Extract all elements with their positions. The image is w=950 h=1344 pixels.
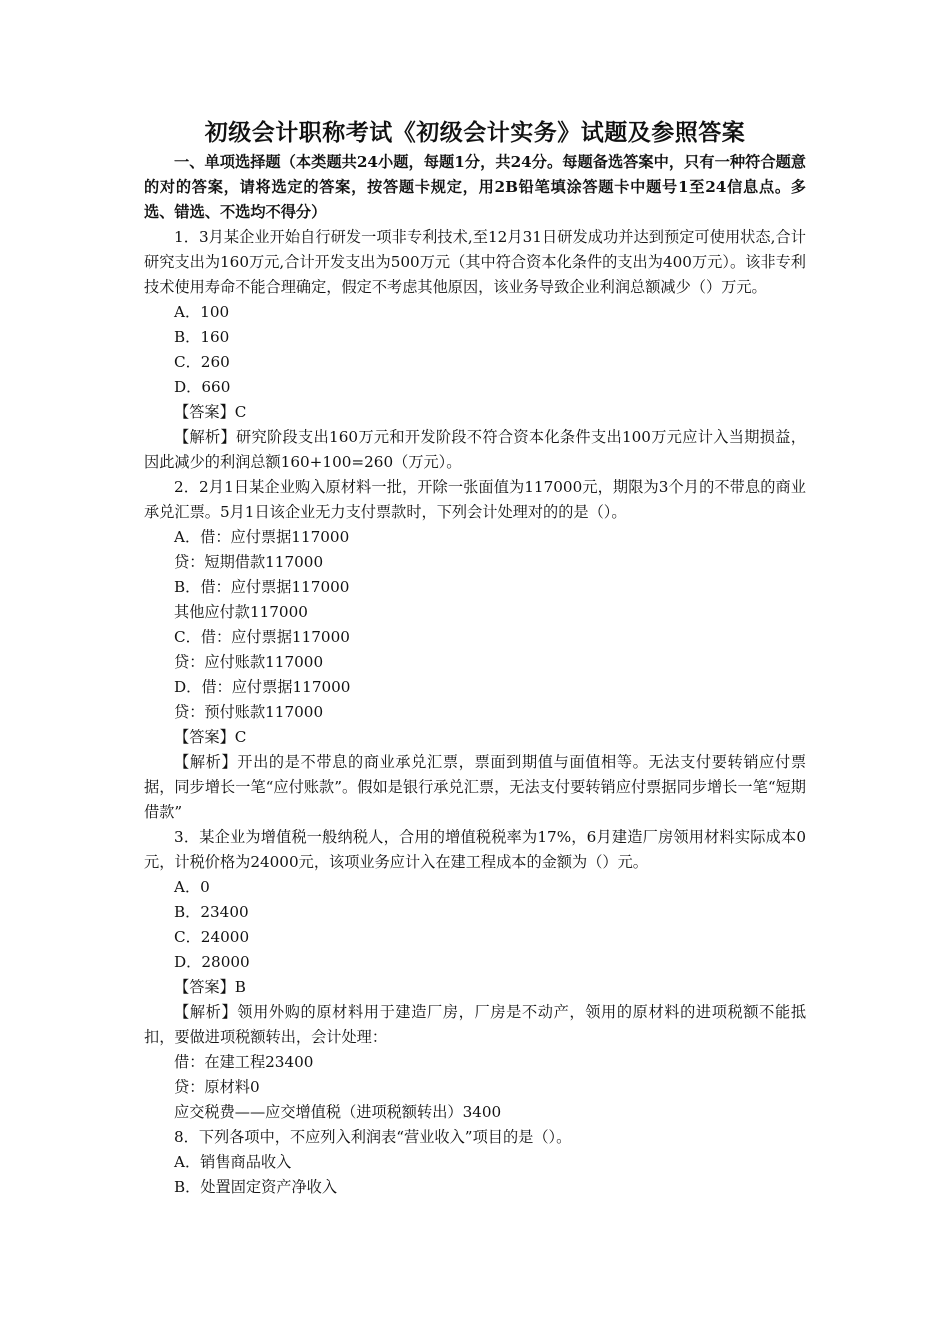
option-b: B．处置固定资产净收入 (174, 1178, 338, 1196)
option-b: B．160 (174, 328, 230, 346)
answer: 【答案】B (174, 978, 246, 996)
entry-line: 应交税费——应交增值税（进项税额转出）3400 (174, 1103, 502, 1121)
answer: 【答案】C (174, 403, 247, 421)
question-stem: 3．某企业为增值税一般纳税人，合用的增值税税率为17%，6月建造厂房领用材料实际成本0元，计税价格为24000元，该项业务应计入在建工程成本的金额为（）元。 (144, 828, 806, 871)
entry-line: 贷：应付账款117000 (174, 653, 324, 671)
question-1 (144, 225, 806, 475)
option-a: A．100 (174, 303, 230, 321)
question-stem: 2．2月1日某企业购入原材料一批，开除一张面值为117000元，期限为3个月的不带息的商业承兑汇票。5月1日该企业无力支付票款时，下列会计处理对的的是（）。 (144, 478, 806, 521)
section-heading: 一、单项选择题（本类题共24小题，每题1分，共24分。每题备选答案中，只有一种符合题意的对的答案，请将选定的答案，按答题卡规定，用2B铅笔填涂答题卡中题号1至24信息点。多选、错选、不选均不得分） (144, 153, 806, 221)
document-title: 初级会计职称考试《初级会计实务》试题及参照答案 (204, 119, 746, 146)
question-stem: 1．3月某企业开始自行研发一项非专利技术,至12月31日研发成功并达到预定可使用状态,合计研究支出为160万元,合计开发支出为500万元（其中符合资本化条件的支出为400万元）。该非专利技术使用寿命不能合理确定，假定不考虑其他原因，该业务导致企业利润总额减少（）万元。 (144, 228, 806, 296)
analysis: 【解析】研究阶段支出160万元和开发阶段不符合资本化条件支出100万元应计入当期损益，因此减少的利润总额160+100=260（万元）。 (144, 428, 806, 471)
option-a: A．0 (174, 878, 210, 896)
option-c: C．260 (174, 353, 230, 371)
analysis: 【解析】领用外购的原材料用于建造厂房，厂房是不动产，领用的原材料的进项税额不能抵扣，要做进项税额转出，会计处理： (144, 1003, 806, 1046)
option-c: C．24000 (174, 928, 250, 946)
question-stem: 8．下列各项中，不应列入利润表“营业收入”项目的是（）。 (174, 1128, 572, 1146)
analysis: 【解析】开出的是不带息的商业承兑汇票，票面到期值与面值相等。无法支付要转销应付票据，同步增长一笔“应付账款”。假如是银行承兑汇票，无法支付要转销应付票据同步增长一笔“短期借款” (144, 753, 806, 821)
entry-line: 借：在建工程23400 (174, 1053, 314, 1071)
option-b: B．借：应付票据117000 (174, 578, 350, 596)
entry-line: 贷：短期借款117000 (174, 553, 324, 571)
question-3 (144, 825, 806, 1125)
option-b: B．23400 (174, 903, 249, 921)
option-a: A．借：应付票据117000 (174, 528, 350, 546)
entry-line: 贷：原材料0 (174, 1078, 260, 1096)
entry-line: 贷：预付账款117000 (174, 703, 324, 721)
option-d: D．660 (174, 378, 231, 396)
option-c: C．借：应付票据117000 (174, 628, 350, 646)
option-a: A．销售商品收入 (174, 1153, 292, 1171)
entry-line: 其他应付款117000 (174, 603, 308, 621)
option-d: D．28000 (174, 953, 250, 971)
option-d: D．借：应付票据117000 (174, 678, 351, 696)
question-8 (144, 1125, 806, 1200)
question-2 (144, 475, 806, 825)
answer: 【答案】C (174, 728, 247, 746)
document-page (144, 118, 806, 1200)
